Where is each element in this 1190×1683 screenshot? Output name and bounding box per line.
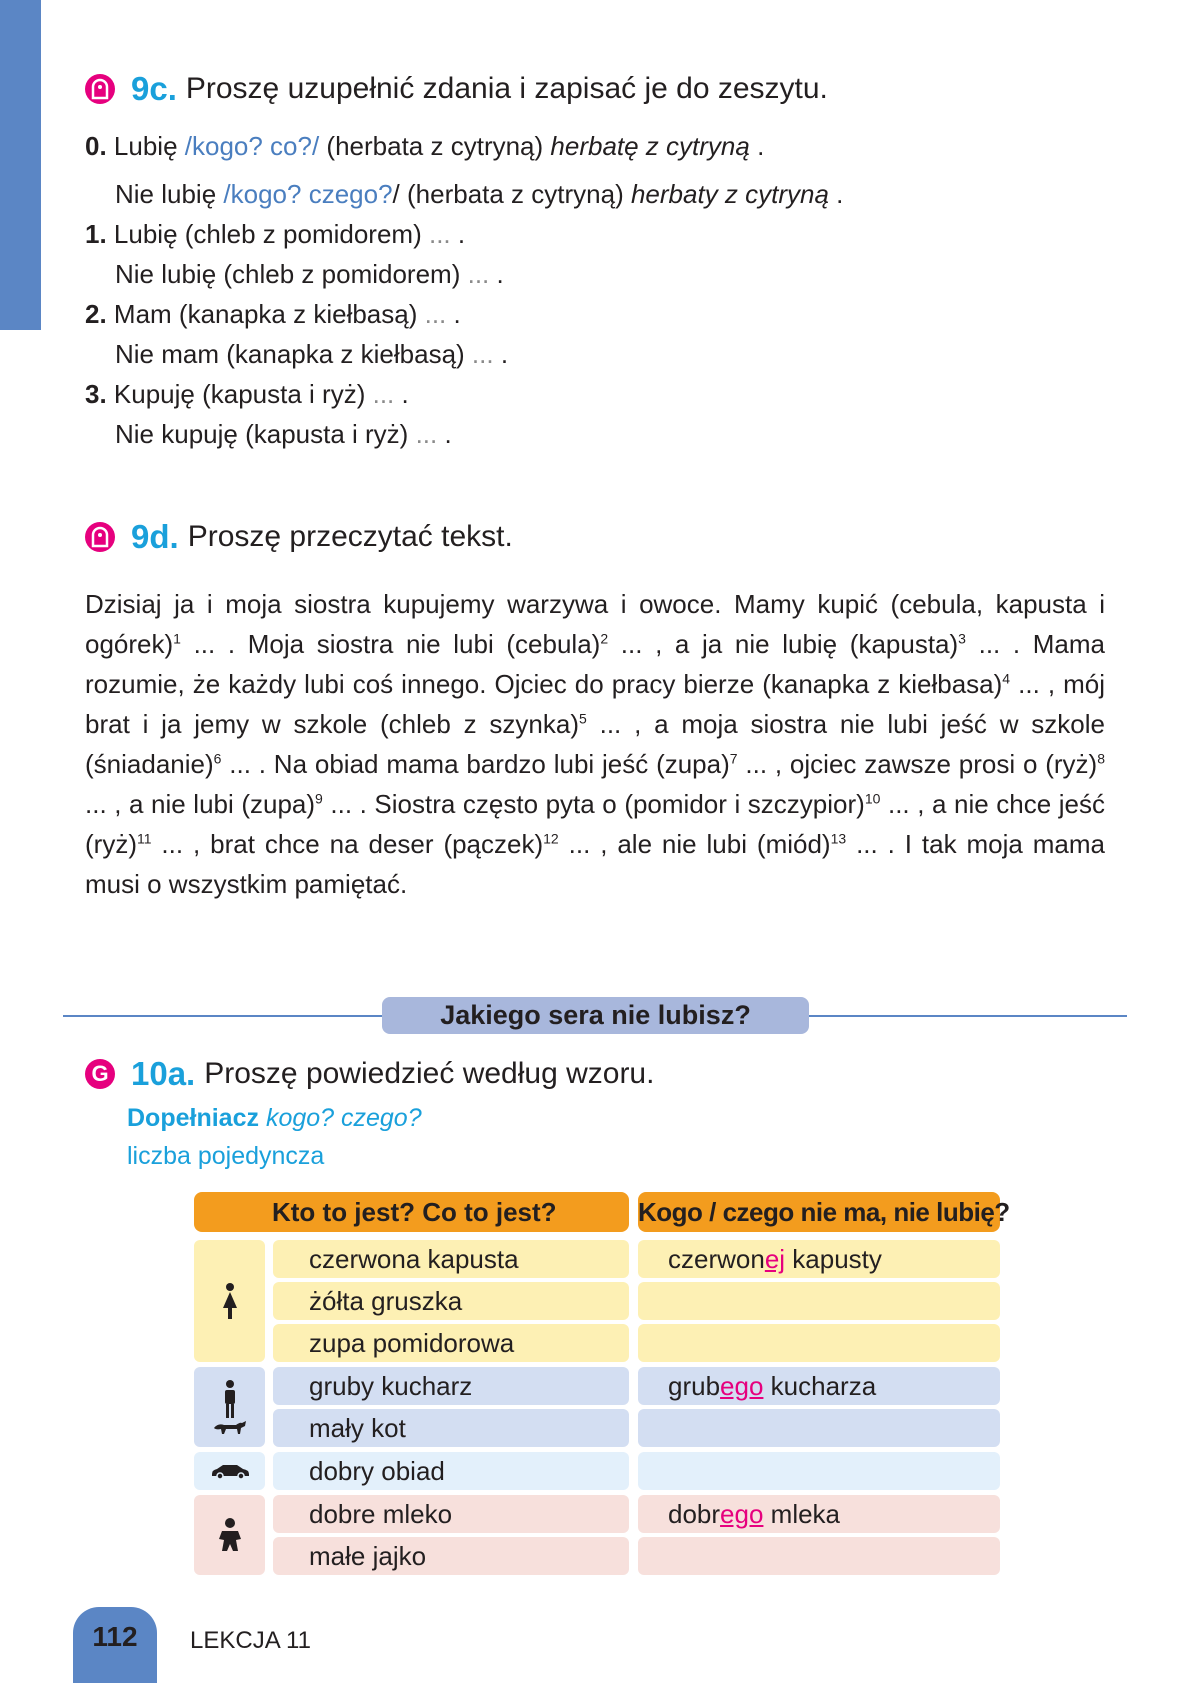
sentence-3b: Nie kupuję (kapusta i ryż) ... . (115, 419, 452, 449)
sentence-3a: 3. Kupuję (kapusta i ryż) ... . (85, 379, 409, 409)
car-icon (209, 1463, 251, 1479)
table-cell-genitive (638, 1452, 1000, 1490)
sentence-0b: Nie lubię /kogo? czego?/ (herbata z cytryną) herbaty z cytryną . (115, 179, 844, 209)
table-cell-nominative: czerwona kapusta (273, 1240, 629, 1278)
table-cell-genitive (638, 1324, 1000, 1362)
sentence-2b: Nie mam (kanapka z kiełbasą) ... . (115, 339, 509, 369)
exercise-title: Proszę przeczytać tekst. (187, 520, 513, 553)
table-cell-genitive (638, 1409, 1000, 1447)
exercise-title: Proszę powiedzieć według wzoru. (204, 1057, 655, 1090)
neuter-gender-cell (194, 1495, 265, 1575)
table-cell-nominative: małe jajko (273, 1537, 629, 1575)
table-cell-genitive: grubego kucharza (638, 1367, 1000, 1405)
table-cell-nominative: dobry obiad (273, 1452, 629, 1490)
table-cell-nominative: zupa pomidorowa (273, 1324, 629, 1362)
sentence-2a: 2. Mam (kanapka z kiełbasą) ... . (85, 299, 461, 329)
exercise-number: 9c. (131, 70, 177, 107)
section-divider-left (63, 1015, 385, 1017)
exercise-title: Proszę uzupełnić zdania i zapisać je do zeszytu. (185, 72, 828, 105)
man-icon (220, 1379, 240, 1419)
reading-text: Dzisiaj ja i moja siostra kupujemy warzywa i owoce. Mamy kupić (cebula, kapusta i ogórek)$^1$ ... . Moja siostra nie lubi (cebula)$^2$ ... , a ja nie lubię (kapusta)$^3$ ... . Mama rozumie, że każdy lubi coś innego. Ojciec do pracy bierze (kanapka z kiełbasa)$^4$ ... , mój brat i ja jemy w szkole (chleb z szynka)$^5$ ... , a moja siostra nie lubi jeść w szkole (śniadanie)$^6$ ... . Na obiad mama bardzo lubi jeść (zupa)$^7$ ... , ojciec zawsze prosi o (ryż)$^8$ ... , a nie lubi (zupa)$^9$ ... . Siostra często pyta o (pomidor i szczypior)$^{10}$ ... , a nie chce jeść (ryż)$^{11}$ ... , brat chce na deser (pączek)$^{12}$ ... , ale nie lubi (miód)$^{13}$ ... . I tak moja mama musi o wszystkim pamiętać. (85, 589, 1106, 899)
grammar-number-label: liczba pojedyncza (127, 1142, 325, 1170)
grammar-case-label: Dopełniacz kogo? czego? (127, 1104, 422, 1132)
sentence-1a: 1. Lubię (chleb z pomidorem) ... . (85, 219, 466, 249)
table-cell-genitive: dobrego mleka (638, 1495, 1000, 1533)
speaking-icon (85, 74, 115, 104)
table-cell-nominative: dobre mleko (273, 1495, 629, 1533)
sentence-0a: 0. Lubię /kogo? co?/ (herbata z cytryną) herbatę z cytryną . (85, 131, 765, 161)
cat-icon (212, 1419, 248, 1435)
table-header-nominative: Kto to jest? Co to jest? (194, 1192, 629, 1232)
side-color-bar (0, 0, 41, 330)
feminine-gender-cell (194, 1240, 265, 1362)
section-divider-right (806, 1015, 1127, 1017)
exercise-10a-heading (85, 1055, 654, 1093)
exercise-number: 9d. (131, 518, 179, 555)
exercise-9d-heading (85, 518, 513, 556)
reading-icon (85, 522, 115, 552)
table-cell-genitive: czerwonej kapusty (638, 1240, 1000, 1278)
masculine-inanimate-gender-cell (194, 1452, 265, 1490)
table-cell-nominative: gruby kucharz (273, 1367, 629, 1405)
woman-icon (220, 1282, 240, 1320)
baby-icon (217, 1517, 243, 1553)
page-number: 112 (73, 1607, 157, 1683)
table-cell-nominative: mały kot (273, 1409, 629, 1447)
exercise-number: 10a. (131, 1055, 196, 1092)
exercise-9c-heading (85, 70, 828, 108)
masculine-animate-gender-cell (194, 1367, 265, 1447)
table-cell-genitive (638, 1537, 1000, 1575)
section-title: Jakiego sera nie lubisz? (382, 997, 809, 1034)
sentence-1b: Nie lubię (chleb z pomidorem) ... . (115, 259, 504, 289)
grammar-icon: G (85, 1059, 115, 1089)
lesson-label: LEKCJA 11 (190, 1627, 311, 1654)
table-cell-nominative: żółta gruszka (273, 1282, 629, 1320)
table-header-genitive: Kogo / czego nie ma, nie lubię? (638, 1192, 1000, 1232)
table-cell-genitive (638, 1282, 1000, 1320)
